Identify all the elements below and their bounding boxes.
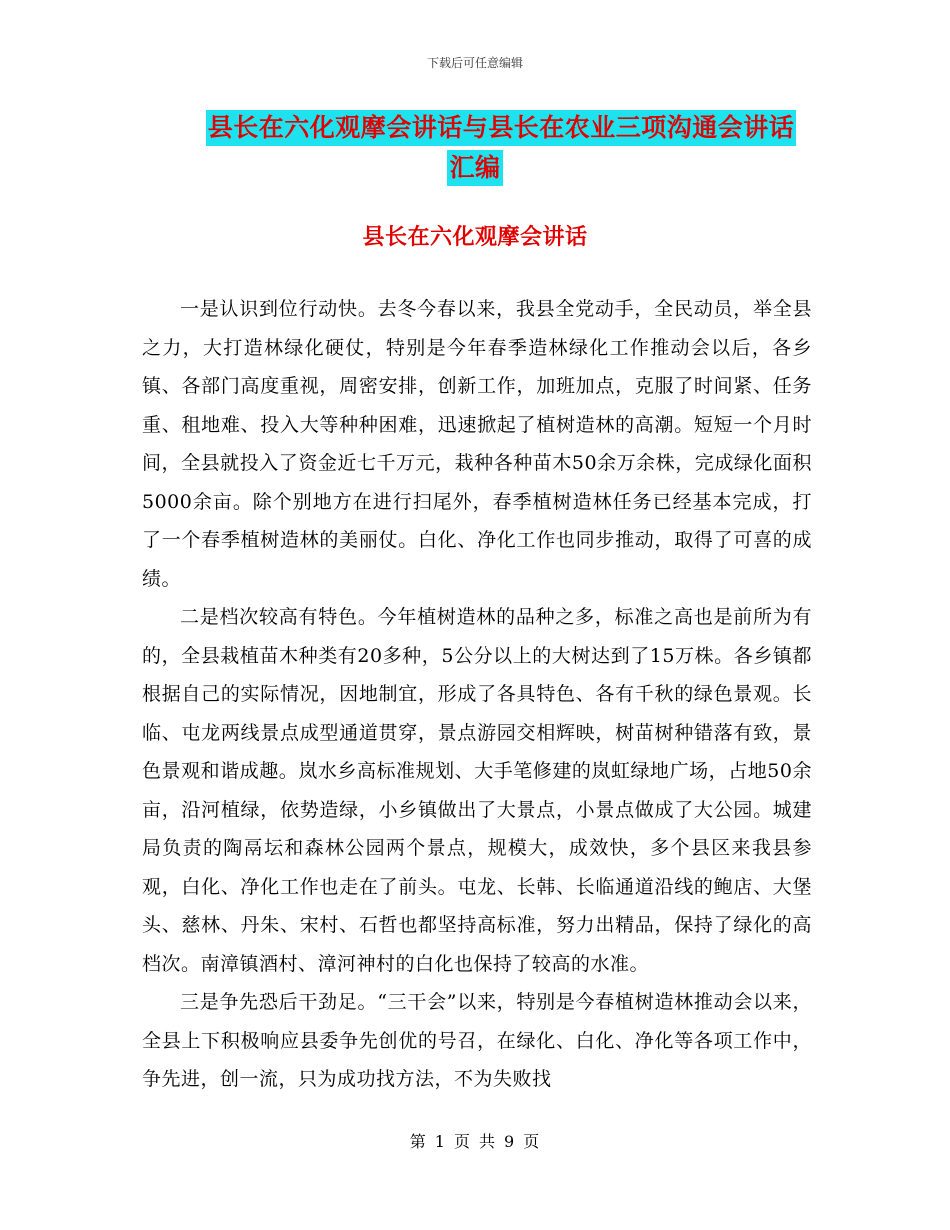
paragraph-1: 一是认识到位行动快。去冬今春以来，我县全党动手，全民动员，举全县之力，大打造林绿化硬仗，特别是今年春季造林绿化工作推动会以后，各乡镇、各部门高度重视，周密安排，创新工作，加班加点，克服了时间紧、任务重、租地难、投入大等种种困难，迅速掀起了植树造林的高潮。短短一个月时间，全县就投入了资金近七千万元，栽种各种苗木50余万余株，完成绿化面积5000余亩。除个别地方在进行扫尾外，春季植树造林任务已经基本完成，打了一个春季植树造林的美丽仗。白化、净化工作也同步推动，取得了可喜的成绩。 — [142, 298, 812, 590]
header-note: 下载后可任意编辑 — [426, 56, 523, 70]
section-title: 县长在六化观摩会讲话 — [362, 224, 588, 250]
document-title — [0, 110, 950, 186]
paragraph-2: 二是档次较高有特色。今年植树造林的品种之多，标准之高也是前所为有的，全县栽植苗木种类有20多种，5公分以上的大树达到了15万株。各乡镇都根据自己的实际情况，因地制宜，形成了各具特色、各有千秋的绿色景观。长临、屯龙两线景点成型通道贯穿，景点游园交相辉映，树苗树种错落有致，景色景观和谐成趣。岚水乡高标准规划、大手笔修建的岚虹绿地广场，占地50余亩，沿河植绿，依势造绿，小乡镇做出了大景点，小景点做成了大公园。城建局负责的陶鬲坛和森林公园两个景点，规模大，成效快，多个县区来我县参观，白化、净化工作也走在了前头。屯龙、长韩、长临通道沿线的鲍店、大堡头、慈林、丹朱、宋村、石哲也都坚持高标准，努力出精品，保持了绿化的高档次。南漳镇酒村、漳河神村的白化也保持了较高的水准。 — [142, 606, 812, 975]
footer-total-word: 共 — [479, 1132, 497, 1151]
footer-page-number: 1 — [434, 1132, 446, 1151]
document-title-line-1: 县长在六化观摩会讲话与县长在农业三项沟通会讲话 — [206, 110, 797, 146]
footer-total-pages: 9 — [504, 1132, 516, 1151]
body-text — [142, 290, 812, 1099]
paragraph-3: 三是争先恐后干劲足。“三干会”以来，特别是今春植树造林推动会以来，全县上下积极响应县委争先创优的号召，在绿化、白化、净化等各项工作中，争先进，创一流，只为成功找方法，不为失败找 — [142, 991, 812, 1090]
document-title-line-2: 汇编 — [447, 150, 502, 186]
page-footer — [0, 1129, 950, 1152]
footer-page-unit: 页 — [453, 1132, 471, 1151]
footer-total-unit: 页 — [523, 1132, 541, 1151]
footer-page-word: 第 — [409, 1132, 427, 1151]
